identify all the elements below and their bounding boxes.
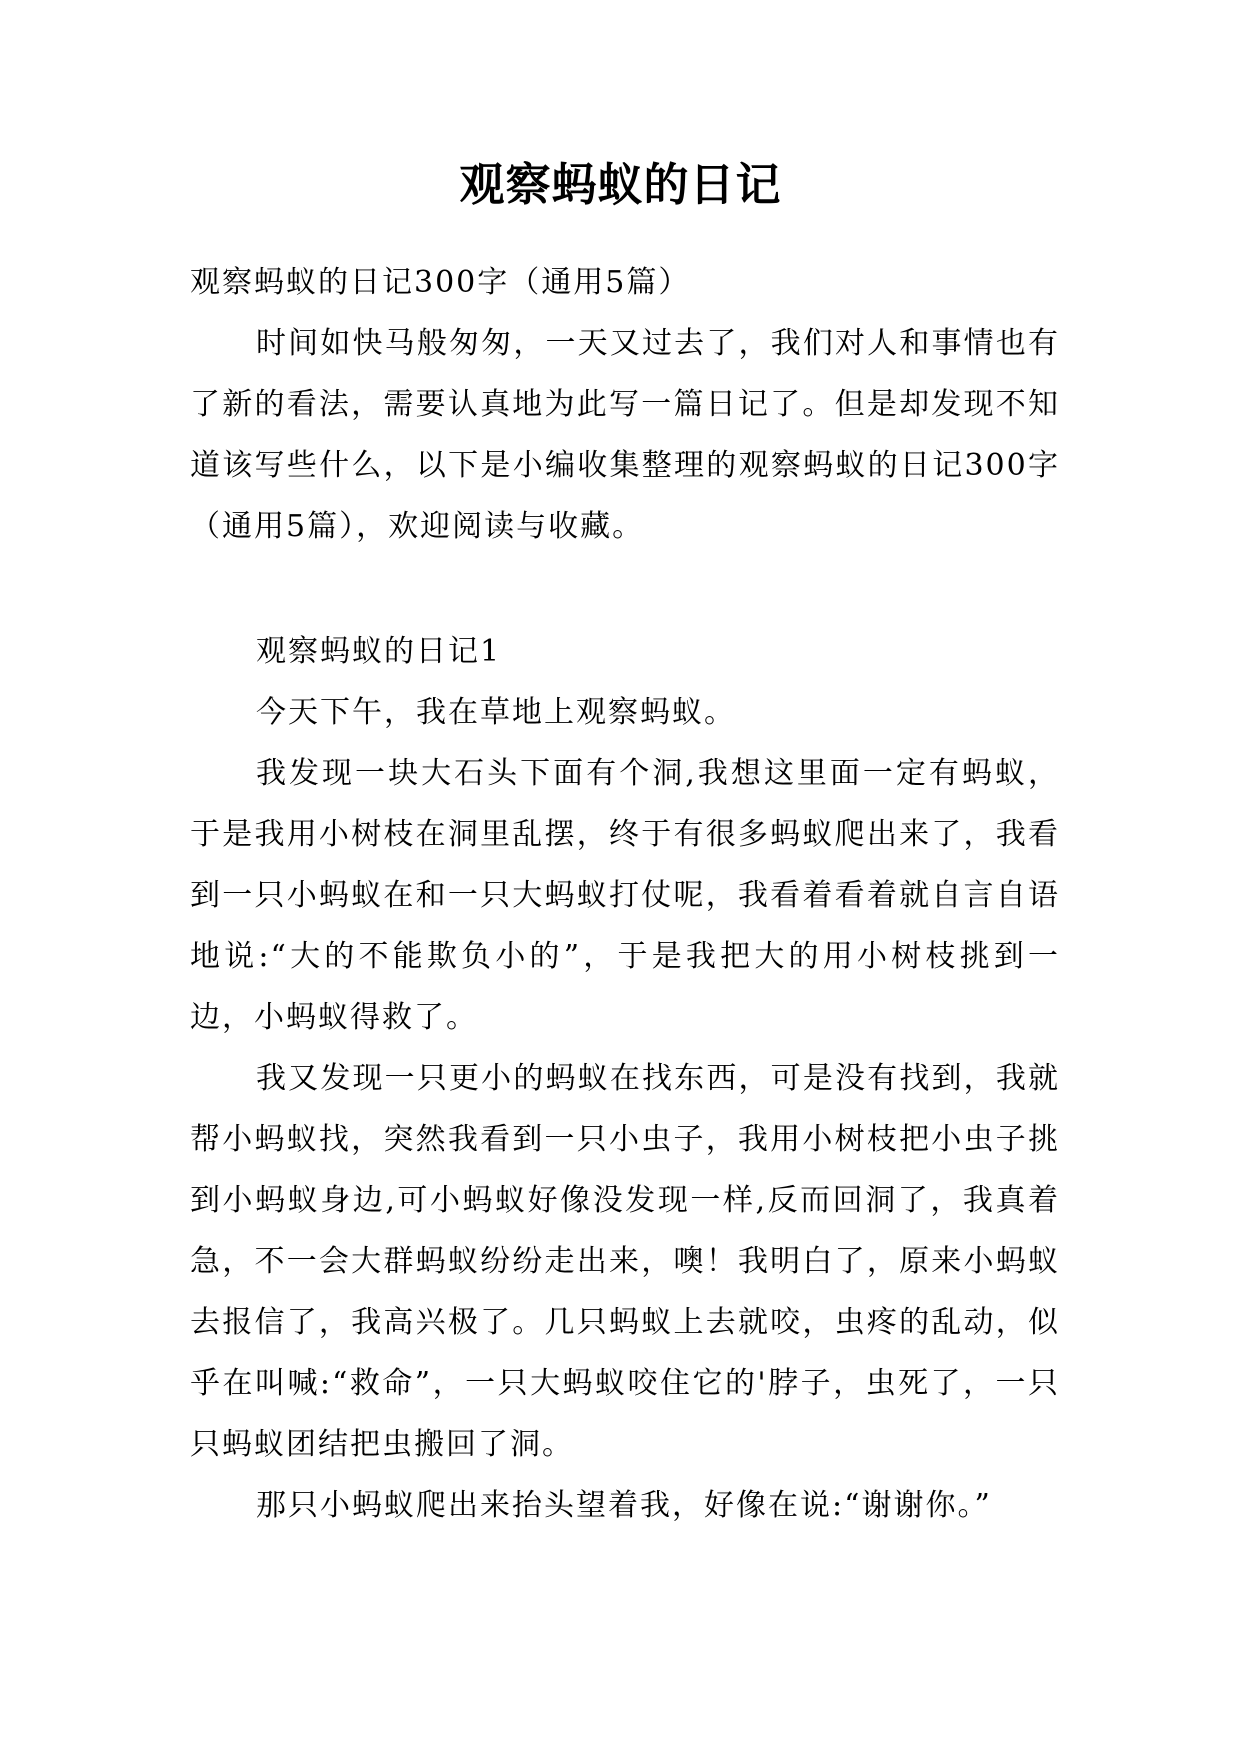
document-subtitle: 观察蚂蚁的日记300字（通用5篇） bbox=[190, 265, 691, 300]
body-paragraph: 今天下午，我在草地上观察蚂蚁。 bbox=[256, 695, 736, 730]
section-spacer bbox=[190, 557, 1060, 621]
body-paragraph: 我又发现一只更小的蚂蚁在找东西，可是没有找到，我就帮小蚂蚁找，突然我看到一只小虫子，我用小树枝把小虫子挑到小蚂蚁身边,可小蚂蚁好像没发现一样,反而回洞了，我真着急，不一会大群蚂蚁纷纷走出来，噢！我明白了，原来小蚂蚁去报信了，我高兴极了。几只蚂蚁上去就咬，虫疼的乱动，似乎在叫喊:“救命”，一只大蚂蚁咬住它的'脖子，虫死了，一只只蚂蚁团结把虫搬回了洞。 bbox=[190, 1061, 1060, 1462]
section-heading: 观察蚂蚁的日记1 bbox=[256, 634, 502, 669]
document-title: 观察蚂蚁的日记 bbox=[459, 158, 782, 211]
body-paragraph: 我发现一块大石头下面有个洞,我想这里面一定有蚂蚁，于是我用小树枝在洞里乱摆，终于有很多蚂蚁爬出来了，我看到一只小蚂蚁在和一只大蚂蚁打仗呢，我看着看着就自言自语地说:“大的不能欺负小的”，于是我把大的用小树枝挑到一边，小蚂蚁得救了。 bbox=[190, 756, 1060, 1035]
document-body bbox=[190, 252, 1060, 1536]
body-paragraph: 那只小蚂蚁爬出来抬头望着我，好像在说:“谢谢你。” bbox=[256, 1488, 992, 1523]
intro-paragraph: 时间如快马般匆匆，一天又过去了，我们对人和事情也有了新的看法，需要认真地为此写一篇日记了。但是却发现不知道该写些什么，以下是小编收集整理的观察蚂蚁的日记300字（通用5篇），欢迎阅读与收藏。 bbox=[190, 326, 1060, 544]
